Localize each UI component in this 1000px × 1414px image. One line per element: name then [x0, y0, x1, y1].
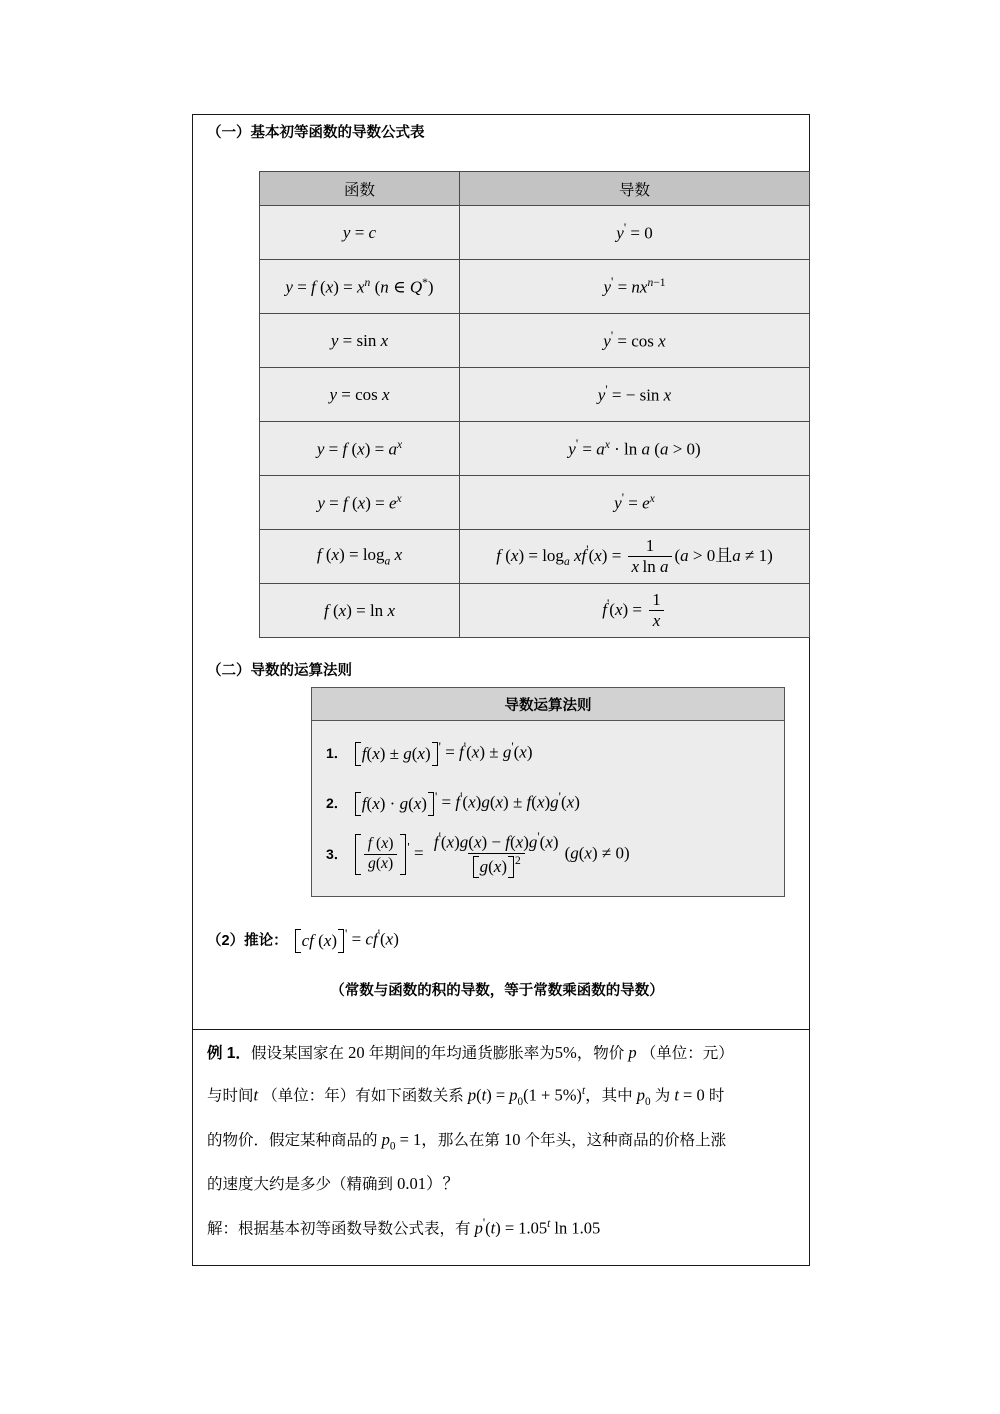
rule-item-2: [326, 781, 784, 825]
section-two-heading: （二）导数的运算法则: [207, 663, 352, 679]
cell-function-1: y = f $(x) = x^n$ (n ∈ Q*): [260, 260, 460, 314]
rule-formula-3: $\frac{f (x)}{g(x)}$ ' = $\frac{f'(x)g(x) - f(x)g'(x)}{g(x) ^2}$ (g(x) ≠ 0): [354, 831, 630, 878]
example-line-3: 的物价．假定某种商品的 $p_0 = 1$，那么在第 10 个年头，这种商品的价格上涨: [207, 1129, 727, 1152]
table-header-function: 函数: [260, 172, 460, 206]
derivative-formula-table: [259, 171, 810, 638]
cell-derivative-5: $y' = e^x$: [460, 476, 810, 530]
example-line-1: 例 1．假设某国家在 20 年期间的年均通货膨胀率为5%，物价 p （单位：元）: [207, 1043, 734, 1062]
corollary-formula: cf (x) ' = cf'(x): [294, 927, 399, 953]
cell-derivative-3: y' = − sin x: [460, 368, 810, 422]
section-one-heading: （一）基本初等函数的导数公式表: [207, 125, 425, 141]
example-line-2: 与时间t （单位：年）有如下函数关系 $p(t) = p_0(1 + 5\%)^t$，其中 $p_0$ 为 t = 0 时: [207, 1084, 725, 1108]
rule-formula-1: f(x) ± g(x) ' = f'(x) ± g'(x): [354, 740, 533, 766]
corollary-block: [207, 927, 797, 1000]
cell-function-2: y = sin x: [260, 314, 460, 368]
cell-derivative-4: $y' = a^x \cdot \ln a$ (a > 0): [460, 422, 810, 476]
rule-formula-2: f(x) · g(x) ' = f'(x)g(x) ± f(x)g'(x): [354, 790, 580, 816]
document-page-frame: [192, 114, 810, 1266]
corollary-note: （常数与函数的积的导数，等于常数乘函数的导数）: [330, 982, 664, 999]
cell-function-7: f (x) = ln x: [260, 584, 460, 638]
rule-number-1: 1．: [326, 745, 348, 761]
cell-derivative-1: $y' = nx^{n-1}$: [460, 260, 810, 314]
table-row: [260, 206, 810, 260]
rule-item-1: [326, 731, 784, 775]
table-header-row: [260, 172, 810, 206]
table-body: [260, 206, 810, 638]
cell-derivative-6: f $(x) = \log_a xf'(x)$ = $\frac{1}{\text{x ln a}}$ (a > 0且a ≠ 1): [460, 530, 810, 584]
table-row: [260, 584, 810, 638]
example-line-4: 的速度大约是多少（精确到 0.01）？: [207, 1174, 460, 1194]
corollary-label: （2）推论：: [207, 933, 288, 950]
corollary-formula-line: [207, 927, 797, 953]
example-problem-block: [207, 1045, 799, 1237]
rule-item-3: [326, 831, 784, 878]
cell-derivative-2: y' = cos x: [460, 314, 810, 368]
table-row: [260, 260, 810, 314]
example-line-5: 解：根据基本初等函数导数公式表，有 $p'(t) = 1.05^t$ ln 1.05: [207, 1215, 601, 1238]
cell-function-5: y = f $(x) = e^x$: [260, 476, 460, 530]
section-divider: [193, 1029, 809, 1030]
cell-derivative-0: y' = 0: [460, 206, 810, 260]
table-row: [260, 476, 810, 530]
cell-function-4: y = f $(x) = a^x$: [260, 422, 460, 476]
table-row: [260, 368, 810, 422]
cell-derivative-7: f'(x) = $\frac{1}{x}$: [460, 584, 810, 638]
cell-function-3: y = cos x: [260, 368, 460, 422]
rule-number-3: 3．: [326, 846, 348, 863]
cell-function-6: f $(x) = \log_a x$: [260, 530, 460, 584]
table-header-derivative: 导数: [460, 172, 810, 206]
table-row: [260, 314, 810, 368]
rule-number-2: 2．: [326, 795, 348, 811]
operation-rules-box: [311, 687, 785, 897]
table-row: [260, 422, 810, 476]
table-row: [260, 530, 810, 584]
rules-box-body: [312, 721, 784, 896]
rules-box-title: 导数运算法则: [312, 688, 784, 721]
cell-function-0: y = c: [260, 206, 460, 260]
